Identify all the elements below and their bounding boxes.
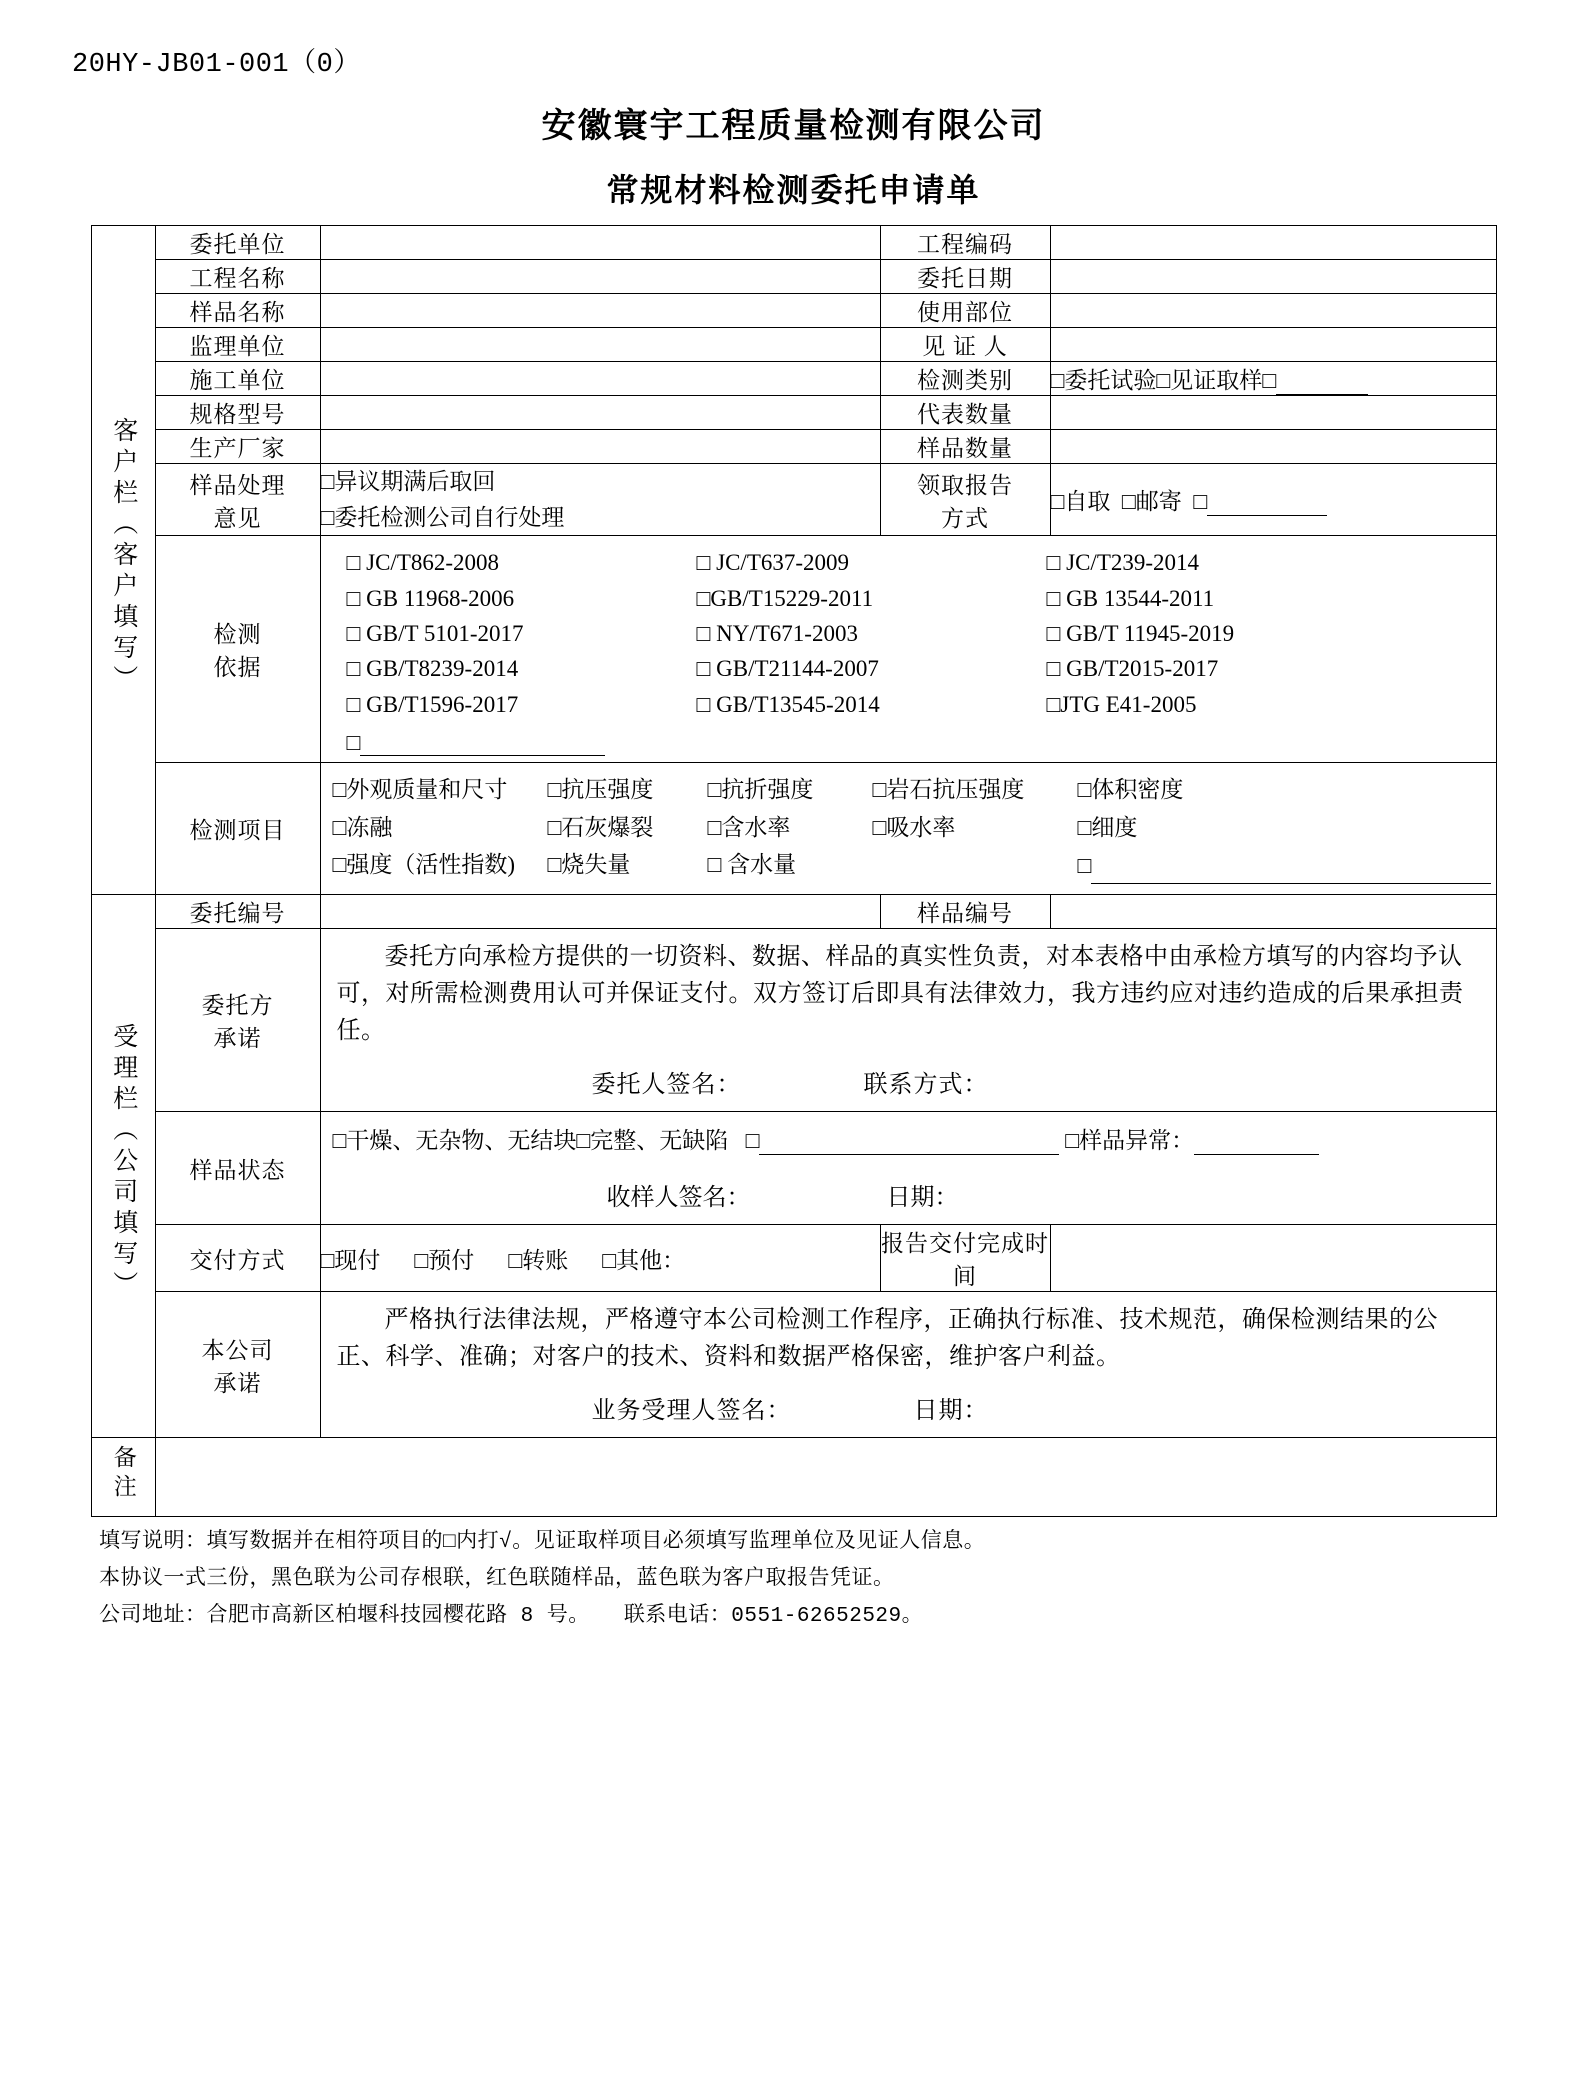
checkbox-item-8[interactable]: □吸水率 bbox=[872, 814, 956, 840]
form-title: 常规材料检测委托申请单 bbox=[606, 172, 981, 208]
input-sample-qty[interactable] bbox=[1050, 430, 1496, 464]
client-promise-text: 委托方向承检方提供的一切资料、数据、样品的真实性负责，对本表格中由承检方填写的内容均予认可，对所需检测费用认可并保证支付。双方签订后即具有法律效力，我方违约应对违约造成的后果承担责任。 bbox=[336, 943, 1464, 1044]
checkbox-item-3[interactable]: □岩石抗压强度 bbox=[872, 777, 1025, 802]
test-items-cell bbox=[320, 763, 1496, 895]
checkbox-transfer[interactable]: □转账 bbox=[508, 1247, 569, 1273]
input-entrust-no[interactable] bbox=[320, 894, 880, 928]
input-entrust-unit[interactable] bbox=[320, 226, 880, 260]
checkbox-basis-13[interactable]: □ GB/T13545-2014 bbox=[696, 691, 880, 717]
label-sample-qty: 样品数量 bbox=[880, 430, 1050, 464]
section-label-customer: 客户栏（客户填写） bbox=[91, 226, 155, 895]
label-receive-date: 日期： bbox=[886, 1185, 959, 1212]
label-witness: 见 证 人 bbox=[880, 328, 1050, 362]
company-promise-text: 严格执行法律法规，严格遵守本公司检测工作程序，正确执行标准、技术规范，确保检测结果的公正、科学、准确；对客户的技术、资料和数据严格保密，维护客户利益。 bbox=[336, 1307, 1438, 1371]
checkbox-item-2[interactable]: □抗折强度 bbox=[707, 777, 814, 802]
title-block bbox=[264, 98, 1324, 211]
checkbox-basis-11[interactable]: □ GB/T2015-2017 bbox=[1046, 656, 1219, 682]
label-test-basis: 检测 依据 bbox=[155, 536, 320, 763]
label-client-signature: 委托人签名： bbox=[591, 1072, 742, 1099]
footer-line-2: 本协议一式三份，黑色联为公司存根联，红色联随样品，蓝色联为客户取报告凭证。 bbox=[99, 1568, 895, 1592]
section-label-acceptance: 受理栏（公司填写） bbox=[91, 894, 155, 1438]
checkbox-status-dry[interactable]: □干燥、无杂物、无结块 bbox=[332, 1128, 577, 1154]
input-project-code[interactable] bbox=[1050, 226, 1496, 260]
table-row bbox=[91, 328, 1496, 362]
label-manufacturer: 生产厂家 bbox=[155, 430, 320, 464]
table-row bbox=[91, 396, 1496, 430]
status-other-line[interactable] bbox=[759, 1128, 1059, 1155]
checkbox-basis-7[interactable]: □ NY/T671-2003 bbox=[696, 620, 858, 646]
checkbox-basis-9[interactable]: □ GB/T8239-2014 bbox=[346, 656, 519, 682]
label-company-promise: 本公司 承诺 bbox=[155, 1292, 320, 1438]
checkbox-item-1[interactable]: □抗压强度 bbox=[547, 777, 654, 802]
checkbox-item-0[interactable]: □外观质量和尺寸 bbox=[332, 777, 508, 802]
checkbox-item-9[interactable]: □细度 bbox=[1077, 814, 1138, 840]
label-test-items: 检测项目 bbox=[155, 763, 320, 895]
input-manufacturer[interactable] bbox=[320, 430, 880, 464]
checkbox-item-other[interactable]: □ bbox=[1077, 853, 1092, 878]
label-sample-handling: 样品处理 意见 bbox=[155, 464, 320, 536]
client-promise-cell bbox=[320, 928, 1496, 1112]
label-use-position: 使用部位 bbox=[880, 294, 1050, 328]
input-sample-no[interactable] bbox=[1050, 894, 1496, 928]
table-row bbox=[91, 260, 1496, 294]
test-category-options bbox=[1050, 362, 1496, 396]
checkbox-status-abnormal[interactable]: □样品异常： bbox=[1065, 1128, 1195, 1154]
table-row bbox=[91, 763, 1496, 895]
report-collect-options bbox=[1050, 464, 1496, 536]
table-row bbox=[91, 1438, 1496, 1517]
checkbox-item-10[interactable]: □强度（活性指数) bbox=[332, 852, 516, 877]
other-category-line[interactable] bbox=[1276, 368, 1368, 395]
checkbox-basis-other[interactable]: □ bbox=[346, 730, 361, 755]
checkbox-item-7[interactable]: □含水率 bbox=[707, 814, 791, 840]
checkbox-status-intact[interactable]: □完整、无缺陷 bbox=[576, 1128, 729, 1154]
delivery-options bbox=[320, 1225, 880, 1292]
input-remark[interactable] bbox=[155, 1438, 1496, 1517]
checkbox-entrust-test[interactable]: □委托试验 bbox=[1050, 368, 1157, 393]
label-entrust-no: 委托编号 bbox=[155, 894, 320, 928]
input-report-finish-time[interactable] bbox=[1050, 1225, 1496, 1292]
test-items-grid bbox=[321, 763, 1496, 894]
checkbox-self-pickup[interactable]: □自取 bbox=[1050, 489, 1111, 515]
checkbox-basis-0[interactable]: □ JC/T862-2008 bbox=[346, 550, 500, 576]
table-row bbox=[91, 226, 1496, 260]
checkbox-pay-now[interactable]: □现付 bbox=[320, 1247, 381, 1273]
checkbox-item-5[interactable]: □冻融 bbox=[332, 814, 393, 840]
table-row bbox=[91, 362, 1496, 396]
test-basis-grid bbox=[321, 536, 1496, 729]
checkbox-item-4[interactable]: □体积密度 bbox=[1077, 777, 1184, 802]
application-form-table bbox=[91, 225, 1497, 1517]
section-label-remark: 备注 bbox=[91, 1438, 155, 1517]
item-other-line[interactable] bbox=[1091, 848, 1491, 884]
table-row bbox=[91, 1112, 1496, 1225]
checkbox-status-other[interactable]: □ bbox=[745, 1128, 760, 1154]
label-acceptor-signature: 业务受理人签名： bbox=[591, 1398, 792, 1425]
input-entrust-date[interactable] bbox=[1050, 260, 1496, 294]
table-row bbox=[91, 1225, 1496, 1292]
footer-phone: 联系电话：0551-62652529。 bbox=[623, 1604, 924, 1628]
table-row bbox=[91, 1292, 1496, 1438]
company-promise-signature-row bbox=[321, 1380, 1496, 1437]
checkbox-item-11[interactable]: □烧失量 bbox=[547, 852, 631, 877]
basis-other-line[interactable] bbox=[360, 729, 605, 756]
label-sample-name: 样品名称 bbox=[155, 294, 320, 328]
checkbox-basis-12[interactable]: □ GB/T1596-2017 bbox=[346, 691, 519, 717]
footer-notes bbox=[83, 1525, 1504, 1635]
checkbox-company-dispose[interactable]: □委托检测公司自行处理 bbox=[320, 504, 565, 530]
table-row bbox=[91, 536, 1496, 763]
input-represent-qty[interactable] bbox=[1050, 396, 1496, 430]
test-basis-other bbox=[321, 729, 1496, 762]
input-use-position[interactable] bbox=[1050, 294, 1496, 328]
label-receiver-signature: 收样人签名： bbox=[606, 1185, 751, 1212]
test-items-other bbox=[1078, 848, 1492, 884]
label-spec-model: 规格型号 bbox=[155, 396, 320, 430]
label-represent-qty: 代表数量 bbox=[880, 396, 1050, 430]
label-report-collect: 领取报告 方式 bbox=[880, 464, 1050, 536]
checkbox-other-category[interactable]: □ bbox=[1262, 368, 1277, 393]
input-construction-unit[interactable] bbox=[320, 362, 880, 396]
checkbox-basis-2[interactable]: □ JC/T239-2014 bbox=[1046, 550, 1200, 576]
input-spec-model[interactable] bbox=[320, 396, 880, 430]
label-acceptor-date: 日期： bbox=[913, 1398, 989, 1425]
label-entrust-date: 委托日期 bbox=[880, 260, 1050, 294]
checkbox-mail[interactable]: □邮寄 bbox=[1121, 489, 1182, 515]
status-abnormal-line[interactable] bbox=[1194, 1128, 1319, 1155]
label-supervision-unit: 监理单位 bbox=[155, 328, 320, 362]
checkbox-item-6[interactable]: □石灰爆裂 bbox=[547, 814, 654, 840]
table-row bbox=[91, 430, 1496, 464]
checkbox-item-12[interactable]: □ 含水量 bbox=[707, 852, 797, 877]
checkbox-basis-1[interactable]: □ JC/T637-2009 bbox=[696, 550, 850, 576]
footer-line-3 bbox=[99, 1599, 1504, 1636]
sample-status-options bbox=[321, 1112, 1496, 1155]
label-report-finish-time: 报告交付完成时间 bbox=[880, 1225, 1050, 1292]
checkbox-pay-other[interactable]: □其他： bbox=[602, 1247, 686, 1273]
sample-handling-options bbox=[320, 464, 880, 536]
table-row bbox=[91, 894, 1496, 928]
sample-status-cell bbox=[320, 1112, 1496, 1225]
checkbox-witness-sampling[interactable]: □见证取样 bbox=[1156, 368, 1263, 393]
input-supervision-unit[interactable] bbox=[320, 328, 880, 362]
checkbox-other-collect[interactable]: □ bbox=[1193, 489, 1208, 515]
label-project-code: 工程编码 bbox=[880, 226, 1050, 260]
table-row bbox=[91, 464, 1496, 536]
checkbox-basis-6[interactable]: □ GB/T 5101-2017 bbox=[346, 620, 524, 646]
checkbox-basis-4[interactable]: □GB/T15229-2011 bbox=[696, 585, 874, 611]
company-promise-cell bbox=[320, 1292, 1496, 1438]
footer-address: 公司地址：合肥市高新区柏堰科技园樱花路 8 号。 bbox=[99, 1604, 590, 1628]
label-construction-unit: 施工单位 bbox=[155, 362, 320, 396]
label-sample-status: 样品状态 bbox=[155, 1112, 320, 1225]
checkbox-basis-10[interactable]: □ GB/T21144-2007 bbox=[696, 656, 879, 682]
checkbox-basis-14[interactable]: □JTG E41-2005 bbox=[1046, 691, 1197, 717]
checkbox-basis-3[interactable]: □ GB 11968-2006 bbox=[346, 585, 515, 611]
checkbox-basis-8[interactable]: □ GB/T 11945-2019 bbox=[1046, 620, 1235, 646]
checkbox-prepay[interactable]: □预付 bbox=[414, 1247, 475, 1273]
company-title: 安徽寰宇工程质量检测有限公司 bbox=[541, 108, 1046, 145]
table-row bbox=[91, 928, 1496, 1112]
checkbox-basis-5[interactable]: □ GB 13544-2011 bbox=[1046, 585, 1215, 611]
footer-line-1: 填写说明：填写数据并在相符项目的□内打√。见证取样项目必须填写监理单位及见证人信息。 bbox=[99, 1531, 986, 1555]
client-promise-signature-row bbox=[321, 1054, 1496, 1111]
label-client-contact: 联系方式： bbox=[863, 1072, 989, 1099]
label-client-promise: 委托方 承诺 bbox=[155, 928, 320, 1112]
input-sample-name[interactable] bbox=[320, 294, 880, 328]
other-collect-line[interactable] bbox=[1207, 489, 1327, 516]
label-entrust-unit: 委托单位 bbox=[155, 226, 320, 260]
input-witness[interactable] bbox=[1050, 328, 1496, 362]
checkbox-return-after-objection[interactable]: □异议期满后取回 bbox=[320, 469, 496, 494]
input-project-name[interactable] bbox=[320, 260, 880, 294]
sample-status-signature-row bbox=[321, 1155, 1496, 1224]
label-project-name: 工程名称 bbox=[155, 260, 320, 294]
label-sample-no: 样品编号 bbox=[880, 894, 1050, 928]
label-delivery-method: 交付方式 bbox=[155, 1225, 320, 1292]
document-code: 20HY-JB01-001（0） bbox=[72, 50, 361, 80]
test-basis-cell bbox=[320, 536, 1496, 763]
table-row bbox=[91, 294, 1496, 328]
label-test-category: 检测类别 bbox=[880, 362, 1050, 396]
